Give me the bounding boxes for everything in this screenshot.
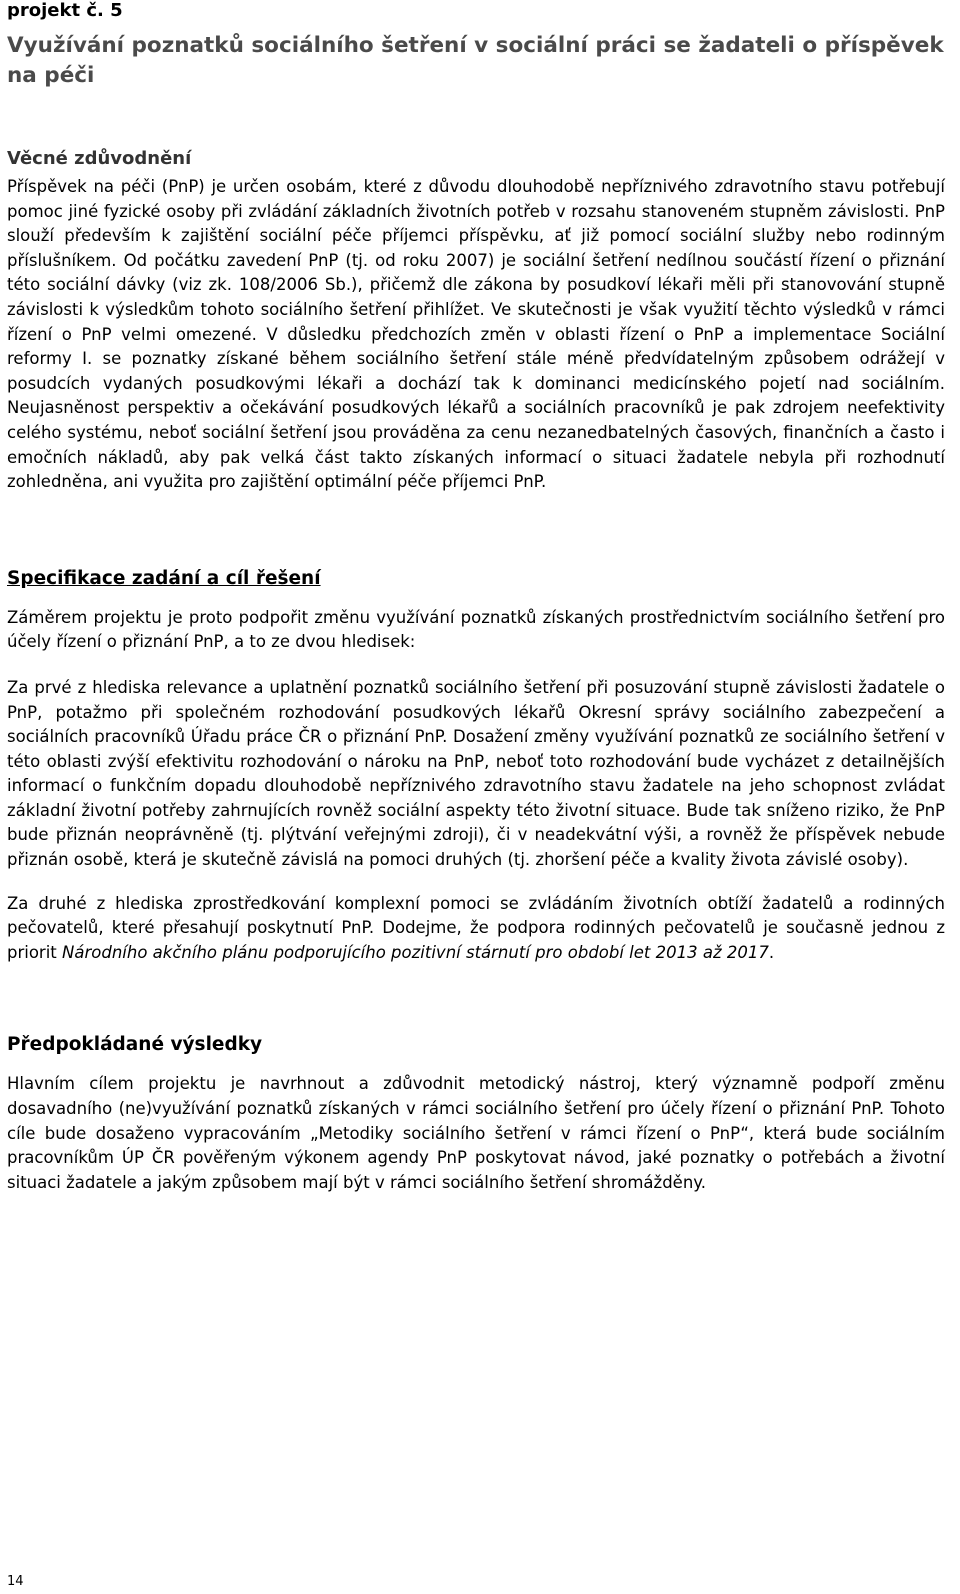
paragraph-specification-second-text: Za druhé z hlediska zprostředkování komplexní pomoci se zvládáním životních obtíží žadatelů a rodinných pečovatelů, které přesahují poskytnutí PnP. Dodejme, že podpora rodinných pečovatelů je současně jednou z priorit [7,893,945,962]
heading-results: Předpokládané výsledky [7,1034,263,1056]
paragraph-specification-second-end: . [768,942,775,962]
paragraph-specification-second [7,892,945,966]
document-title: Využívání poznatků sociálního šetření v sociální práci se žadateli o příspěvek na péči [7,33,944,88]
page-number: 14 [7,1574,24,1589]
paragraph-results: Hlavním cílem projektu je navrhnout a zdůvodnit metodický nástroj, který významně podpoří změnu dosavadního (ne)využívání poznatků získaných v rámci sociálního šetření pro účely řízení o přiznání PnP. Tohoto cíle bude dosaženo vypracováním „Metodiky sociálního šetření v rámci řízení o PnP“, která bude sociálním pracovníkům ÚP ČR pověřeným výkonem agendy PnP poskytovat návod, jaké poznatky o potřebách a životní situaci žadatele a jakým způsobem mají být v rámci sociálního šetření shromážděny. [7,1074,945,1192]
project-label: projekt č. 5 [7,0,123,21]
document-page [7,0,945,1195]
paragraph-specification-first: Za prvé z hlediska relevance a uplatnění poznatků sociálního šetření při posuzování stupně závislosti žadatele o PnP, potažmo při společném rozhodování posudkových lékařů Okresní správy sociálního zabezpečení a sociálních pracovníků Úřadu práce ČR o přiznání PnP. Dosažení změny využívání poznatků ze sociálního šetření v této oblasti zvýší efektivitu rozhodování o nároku na PnP, neboť toto rozhodování bude vycházet z detailnějších informací o funkčním dopadu dlouhodobě nepříznivého zdravotního stavu žadatele na jeho schopnost zvládat základní životní potřeby zahrnujících rovněž sociální aspekty této životní situace. Bude tak sníženo riziko, že PnP bude přiznán neoprávněně (tj. plýtvání veřejnými zdroji), či v neadekvátní výši, a rovněž že příspěvek nebude přiznán osobě, která je skutečně závislá na pomoci druhých (tj. zhoršení péče a kvality života závislé osoby). [7,677,945,870]
heading-justification: Věcné zdůvodnění [7,148,192,169]
italic-plan-title: Národního akčního plánu podporujícího pozitivní stárnutí pro období let 2013 až 2017 [62,942,769,962]
paragraph-specification-intro: Záměrem projektu je proto podpořit změnu využívání poznatků získaných prostřednictvím sociálního šetření pro účely řízení o přiznání PnP, a to ze dvou hledisek: [7,607,945,652]
heading-specification: Specifikace zadání a cíl řešení [7,567,321,589]
paragraph-justification: Příspěvek na péči (PnP) je určen osobám, které z důvodu dlouhodobě nepříznivého zdravotního stavu potřebují pomoc jiné fyzické osoby při zvládání základních životních potřeb v rozsahu stanoveném stupněm závislosti. PnP slouží především k zajištění sociální péče příjemci příspěvku, ať již pomocí sociální služby nebo rodinným příslušníkem. Od počátku zavedení PnP (tj. od roku 2007) je sociální šetření nedílnou součástí řízení o přiznání této sociální dávky (viz zk. 108/2006 Sb.), přičemž dle zákona by posudkoví lékaři měli při stanovování stupně závislosti k výsledkům tohoto sociálního šetření přihlížet. Ve skutečnosti je však využití těchto výsledků v rámci řízení o PnP velmi omezené. V důsledku předchozích změn v oblasti řízení o PnP a implementace Sociální reformy I. se poznatky získané během sociálního šetření stále méně předvídatelným způsobem odrážejí v posudcích vydaných posudkovými lékaři a dochází tak k dominanci medicínského pojetí nad sociálním. Neujasněnost perspektiv a očekávání posudkových lékařů a sociálních pracovníků je pak zdrojem neefektivity celého systému, neboť sociální šetření jsou prováděna za cenu nezanedbatelných časových, finančních a často i emočních nákladů, aby pak velká část takto získaných informací o situaci žadatele nebyla při rozhodnutí zohledněna, ani využita pro zajištění optimální péče příjemci PnP. [7,177,945,492]
